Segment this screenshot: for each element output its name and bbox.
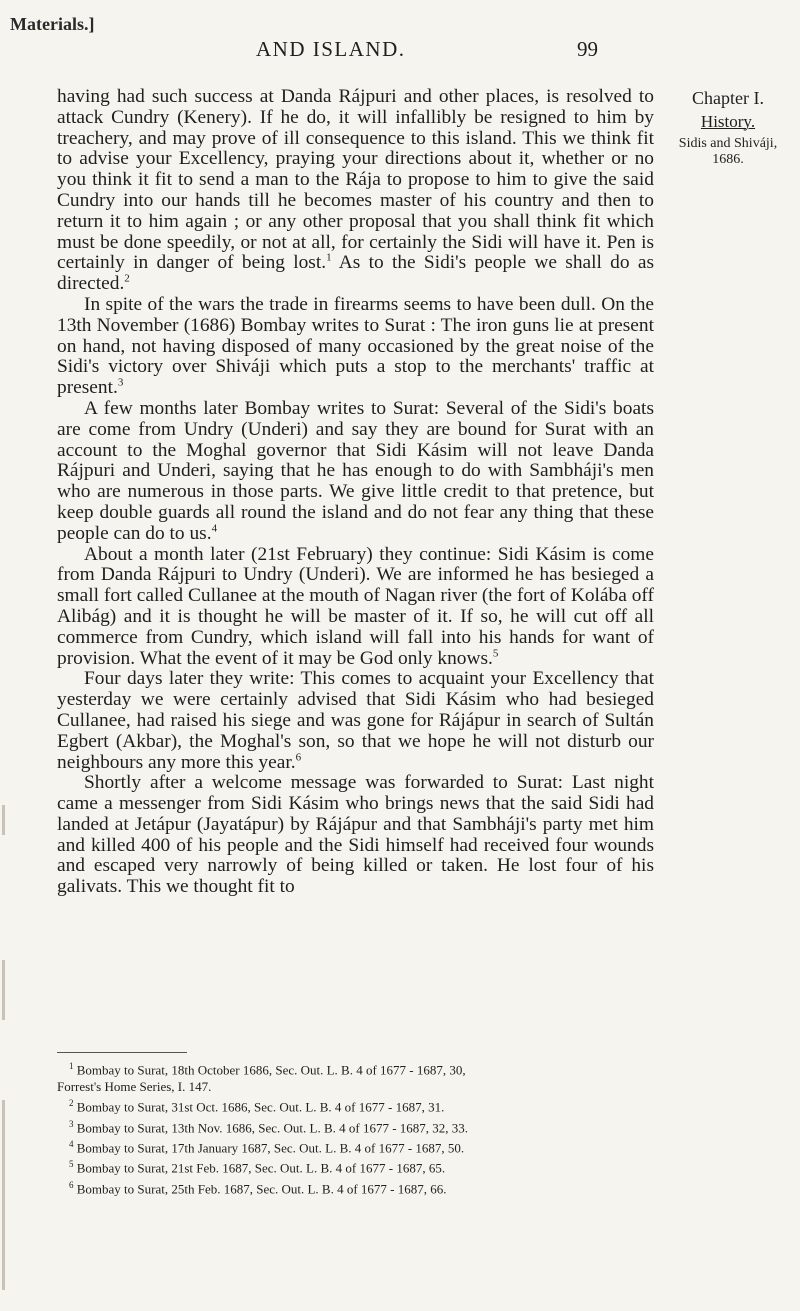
sidenote-chapter: Chapter I.	[692, 88, 764, 108]
paragraph	[57, 87, 654, 295]
paragraph-text: Shortly after a welcome message was forwarded to Surat: Last night came a messenger from Sidi Kásim who brings news that the said Sidi had landed at Jetápur (Jayatápur) by Rájápur and that Sambháji's party met him and killed 400 of his people and the Sidi himself had received four wounds and escaped very narrowly of being killed or taken. He lost four of his galivats. This we thought fit to	[57, 772, 654, 898]
paragraph-text: having had such success at Danda Rájpuri and other places, is resolved to attack Cundry (Kenery). If he do, it will infallibly be resigned to him by treachery, and may prove of ill consequence to this island. This we think fit to advise your Excellency, praying your directions about it, whether or no you think it fit to send a man to the Rája to propose to him to give the said Cundry into our hands till he becomes master of his country and then to return it to him again ; or any other proposal that you shall think fit which must be done speedily, or not at all, for certainly the Sidi will have it. Pen is certainly in danger of being lost.	[57, 86, 654, 274]
footnote-continuation	[57, 1078, 657, 1095]
running-head: AND ISLAND.	[256, 37, 406, 61]
paragraph-text: About a month later (21st February) they continue: Sidi Kásim is come from Danda Rájpuri to Undry (Underi). We are informed he has besieged a small fort called Cullanee at the mouth of Nagan river (the fort of Kolába off Alibág) and it is thought he will be master of it. If so, he will cut off all commerce from Cundry, which island will fall into his hands for want of provision. What the event of it may be God only knows.	[57, 543, 654, 669]
footnote-number: 1	[69, 1061, 74, 1071]
footnote-rule	[57, 1052, 187, 1053]
footnote-text: Bombay to Surat, 31st Oct. 1686, Sec. Out. L. B. 4 of 1677 - 1687, 31.	[76, 1099, 445, 1115]
paragraph	[57, 295, 654, 399]
footnote-text: Bombay to Surat, 13th Nov. 1686, Sec. Out. L. B. 4 of 1677 - 1687, 32, 33.	[76, 1119, 469, 1135]
footnote-ref: 6	[295, 751, 302, 764]
paragraph	[57, 399, 654, 545]
footnote-number: 3	[69, 1118, 74, 1129]
body-text	[57, 87, 654, 898]
footnote	[57, 1116, 657, 1136]
footnote-ref: 4	[211, 522, 218, 535]
footnote	[57, 1177, 657, 1197]
margin-mark	[2, 1100, 5, 1290]
footnote	[57, 1136, 657, 1156]
footnote-ref: 2	[124, 272, 130, 285]
footnote-number: 4	[69, 1138, 74, 1149]
footnote-text: Bombay to Surat, 21st Feb. 1687, Sec. Out. L. B. 4 of 1677 - 1687, 65.	[76, 1160, 446, 1176]
margin-mark	[2, 960, 5, 1020]
footnote	[57, 1058, 657, 1078]
footnote-text: Bombay to Surat, 18th October 1686, Sec. Out. L. B. 4 of 1677 - 1687, 30,	[76, 1062, 466, 1078]
footnote-text: Forrest's Home Series, I. 147.	[57, 1079, 212, 1095]
paragraph-text: Four days later they write: This comes to acquaint your Excellency that yesterday we were certainly advised that Sidi Kásim who had besieged Cullanee, had raised his siege and was gone for Rájápur in search of Sultán Egbert (Akbar), the Moghal's son, so that we hope he will not disturb our neighbours any more this year.	[57, 668, 654, 773]
footnote-number: 6	[69, 1179, 74, 1190]
footnote-number: 2	[69, 1098, 74, 1109]
footnote-number: 5	[69, 1159, 74, 1170]
sidenote-topic-date: 1686.	[712, 152, 744, 167]
paragraph-text: In spite of the wars the trade in firearms seems to have been dull. On the 13th November (1686) Bombay writes to Surat : The iron guns lie at present on hand, not having disposed of many occasioned by the great noise of the Sidi's victory over Shiváji which puts a stop to the merchants' traffic at present.	[57, 293, 654, 399]
sidenote-topic-line: Sidis and Shiváji,	[678, 136, 778, 151]
footnote-ref: 3	[117, 376, 124, 389]
page-number: 99	[577, 37, 598, 61]
footnote-ref: 5	[492, 647, 499, 660]
sidenote-history: History.	[700, 112, 756, 131]
paragraph-text: A few months later Bombay writes to Surat: Several of the Sidi's boats are come from Undry (Underi) and say they are bound for Surat with an account to the Moghal governor that Sidi Kásim will not leave Danda Rájpuri and Underi, saying that he has enough to do with Sambháji's men who are numerous in those parts. We give little credit to that pretence, but keep double guards all round the island and do not fear any thing that these people can do to us.	[57, 397, 654, 544]
paragraph-text: As to the Sidi's people we shall do as directed.	[57, 252, 654, 295]
footnote	[57, 1156, 657, 1176]
paragraph	[57, 669, 654, 773]
footnote-ref: 1	[326, 251, 332, 264]
section-header: Materials.]	[10, 14, 95, 34]
footnote-text: Bombay to Surat, 25th Feb. 1687, Sec. Out. L. B. 4 of 1677 - 1687, 66.	[76, 1180, 447, 1196]
footnote-text: Bombay to Surat, 17th January 1687, Sec. Out. L. B. 4 of 1677 - 1687, 50.	[76, 1140, 465, 1156]
sidenote-topic	[658, 136, 798, 168]
footnotes	[57, 1058, 657, 1197]
margin-mark	[2, 805, 5, 835]
paragraph	[57, 773, 654, 898]
paragraph	[57, 545, 654, 670]
footnote	[57, 1095, 657, 1115]
